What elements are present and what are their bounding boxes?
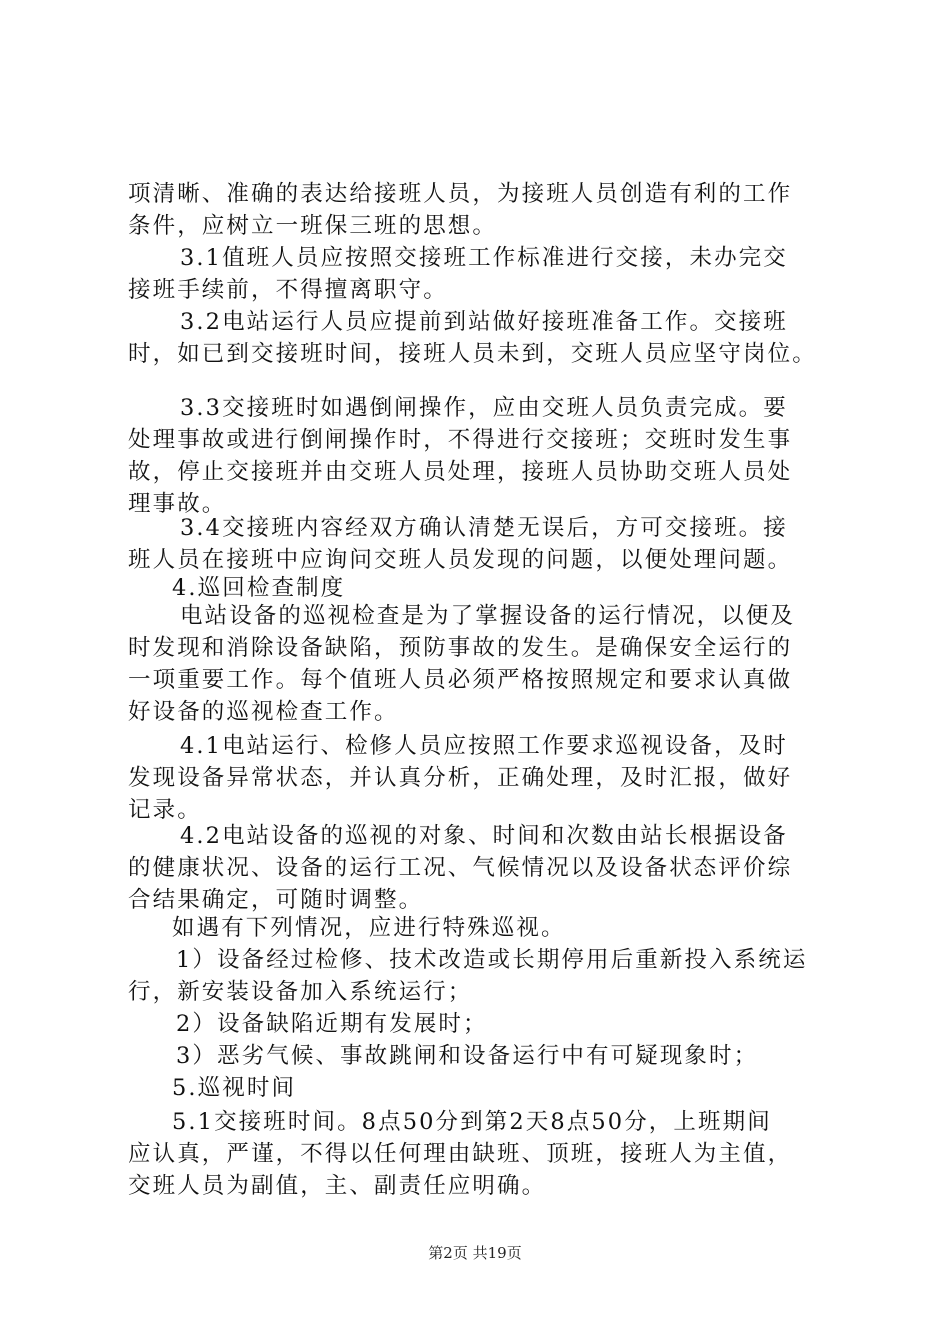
text-line: 应认真，严谨，不得以任何理由缺班、顶班，接班人为主值， xyxy=(128,1141,793,1167)
text-line: 3.1值班人员应按照交接班工作标准进行交接，未办完交 xyxy=(180,245,788,271)
text-line: 如遇有下列情况，应进行特殊巡视。 xyxy=(172,915,566,941)
text-line: 4.1电站运行、检修人员应按照工作要求巡视设备，及时 xyxy=(180,733,788,759)
text-line: 一项重要工作。每个值班人员必须严格按照规定和要求认真做 xyxy=(128,667,793,693)
list-item: 1）设备经过检修、技术改造或长期停用后重新投入系统运 xyxy=(176,947,808,973)
text-line: 合结果确定，可随时调整。 xyxy=(128,887,424,913)
list-item: 3）恶劣气候、事故跳闸和设备运行中有可疑现象时； xyxy=(176,1043,759,1069)
text-line: 时发现和消除设备缺陷，预防事故的发生。是确保安全运行的 xyxy=(128,635,793,661)
text-line: 行，新安装设备加入系统运行； xyxy=(128,979,473,1005)
text-line: 3.2电站运行人员应提前到站做好接班准备工作。交接班 xyxy=(180,309,788,335)
section-heading: 4.巡回检查制度 xyxy=(172,575,346,601)
text-line: 3.3交接班时如遇倒闸操作，应由交班人员负责完成。要 xyxy=(180,395,788,421)
text-line: 记录。 xyxy=(128,797,202,823)
text-line: 交班人员为副值，主、副责任应明确。 xyxy=(128,1173,547,1199)
text-line: 理事故。 xyxy=(128,491,227,517)
list-item: 2）设备缺陷近期有发展时； xyxy=(176,1011,488,1037)
text-line: 处理事故或进行倒闸操作时，不得进行交接班；交班时发生事 xyxy=(128,427,793,453)
text-line: 好设备的巡视检查工作。 xyxy=(128,699,399,725)
text-line: 的健康状况、设备的运行工况、气候情况以及设备状态评价综 xyxy=(128,855,793,881)
section-heading: 5.巡视时间 xyxy=(172,1075,297,1101)
text-line: 故，停止交接班并由交班人员处理，接班人员协助交班人员处 xyxy=(128,459,793,485)
text-line: 接班手续前，不得擅离职守。 xyxy=(128,277,448,303)
text-line: 项清晰、准确的表达给接班人员，为接班人员创造有利的工作 xyxy=(128,181,793,207)
text-line: 电站设备的巡视检查是为了掌握设备的运行情况，以便及 xyxy=(180,603,796,629)
text-line: 时，如已到交接班时间，接班人员未到，交班人员应坚守岗位。 xyxy=(128,341,817,367)
text-line: 4.2电站设备的巡视的对象、时间和次数由站长根据设备 xyxy=(180,823,788,849)
text-line: 发现设备异常状态，并认真分析，正确处理，及时汇报，做好 xyxy=(128,765,793,791)
page-number-footer: 第2页 共19页 xyxy=(428,1244,522,1262)
text-line: 5.1交接班时间。8点50分到第2天8点50分，上班期间 xyxy=(172,1109,772,1135)
text-line: 条件，应树立一班保三班的思想。 xyxy=(128,213,498,239)
text-line: 3.4交接班内容经双方确认清楚无误后，方可交接班。接 xyxy=(180,515,788,541)
text-line: 班人员在接班中应询问交班人员发现的问题，以便处理问题。 xyxy=(128,547,793,573)
